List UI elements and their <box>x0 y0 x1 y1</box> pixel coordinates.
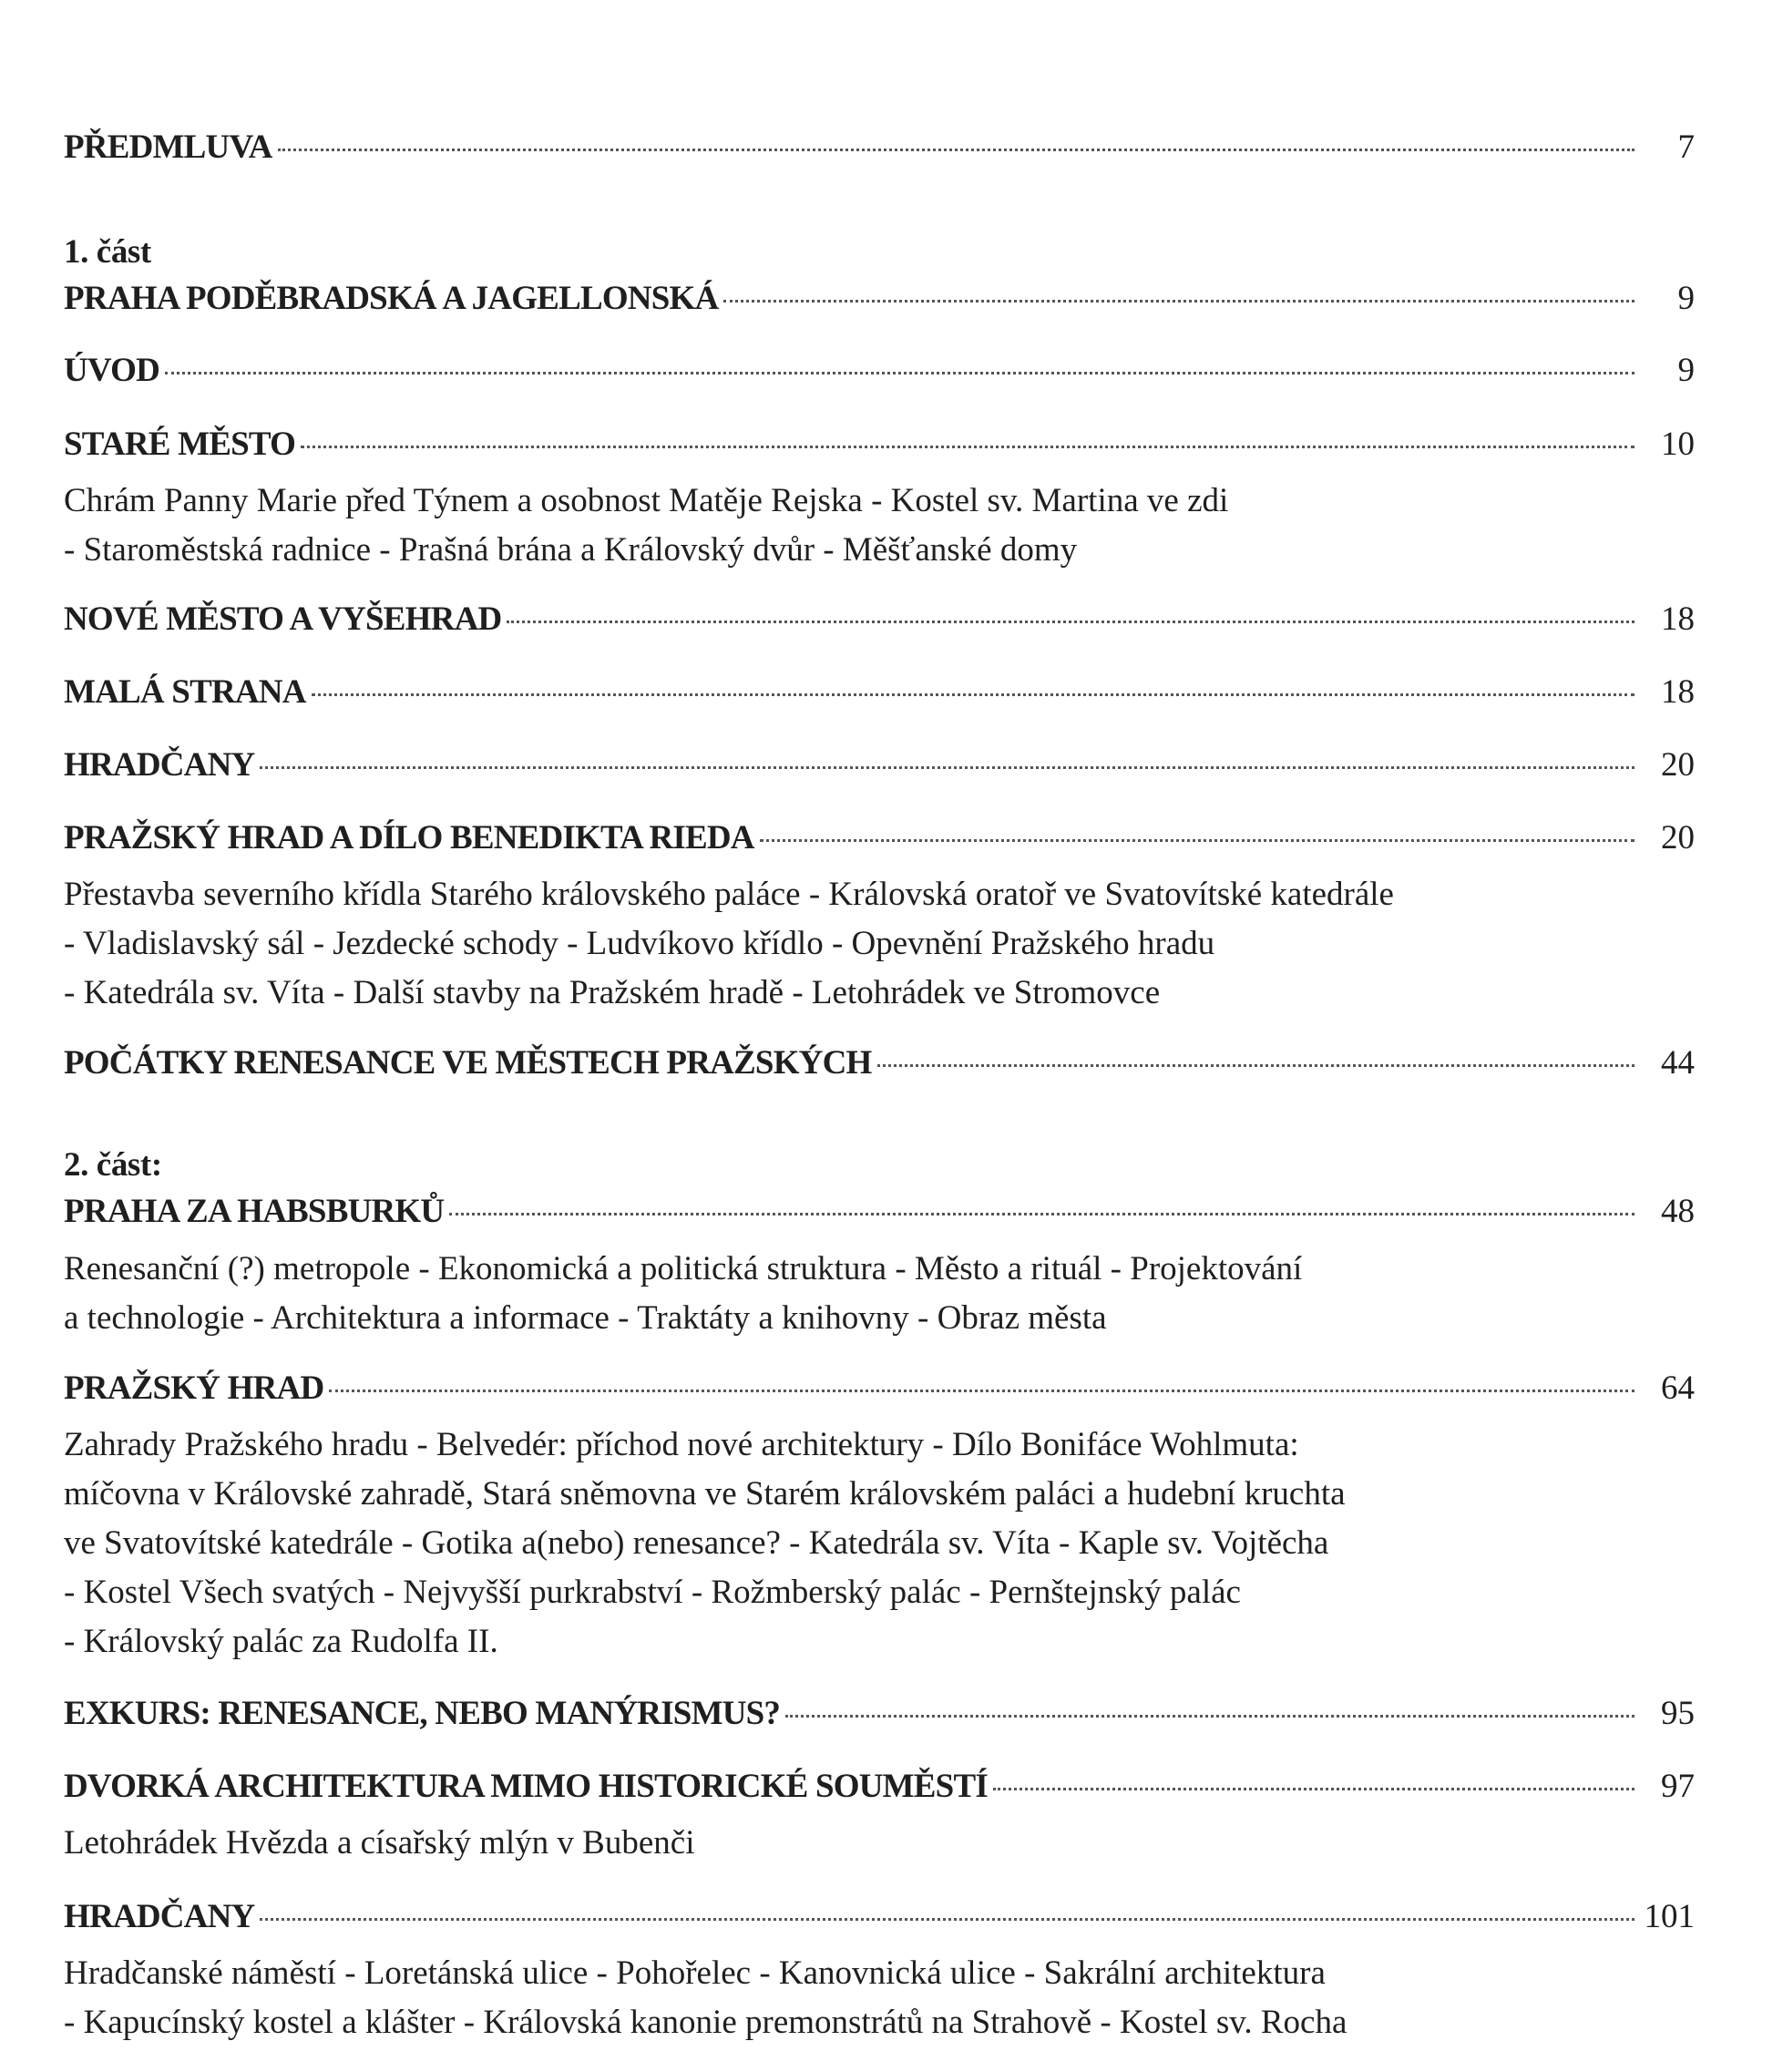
toc-entry-title: PRAŽSKÝ HRAD A DÍLO BENEDIKTA RIEDA <box>64 819 754 856</box>
toc-entry-page: 101 <box>1644 1898 1695 1935</box>
toc-entry-title: STARÉ MĚSTO <box>64 426 296 463</box>
dot-leader <box>785 1715 1634 1718</box>
dot-leader <box>278 149 1634 151</box>
dot-leader <box>165 372 1634 374</box>
toc-entry-praha-za-habsburku[interactable] <box>64 1192 1695 1231</box>
toc-subentry-line: - Vladislavský sál - Jezdecké schody - Ludvíkovo křídlo - Opevnění Pražského hradu <box>64 925 1215 962</box>
toc-entry-title: HRADČANY <box>64 746 255 784</box>
toc-entry-title: PRAŽSKÝ HRAD <box>64 1369 324 1407</box>
toc-subentry-line: - Kapucínský kostel a klášter - Královská kanonie premonstrátů na Strahově - Kostel sv. Rocha <box>64 2004 1347 2041</box>
toc-entry-title: PŘEDMLUVA <box>64 128 272 166</box>
part-1-label: 1. část <box>64 233 151 271</box>
toc-subentry-line: - Kostel Všech svatých - Nejvyšší purkrabství - Rožmberský palác - Pernštejnský palác <box>64 1574 1241 1611</box>
toc-subentry-line: Přestavba severního křídla Starého královského paláce - Královská oratoř ve Svatovítské katedrále <box>64 876 1394 913</box>
toc-subentry-line: ve Svatovítské katedrále - Gotika a(nebo) renesance? - Katedrála sv. Víta - Kaple sv. Vojtěcha <box>64 1524 1329 1562</box>
toc-entry-hradcany-2[interactable] <box>64 1897 1695 1936</box>
dot-leader <box>329 1390 1634 1392</box>
toc-subentry-line: míčovna v Královské zahradě, Stará sněmovna ve Starém královském paláci a hudební kruchta <box>64 1475 1346 1513</box>
toc-entry-title: POČÁTKY RENESANCE VE MĚSTECH PRAŽSKÝCH <box>64 1044 872 1082</box>
dot-leader <box>993 1788 1634 1790</box>
toc-entry-title: PRAHA PODĚBRADSKÁ A JAGELLONSKÁ <box>64 280 719 317</box>
toc-subentries <box>64 1819 1613 1868</box>
toc-entry-mala-strana[interactable] <box>64 672 1695 712</box>
toc-entry-title: PRAHA ZA HABSBURKŮ <box>64 1193 445 1230</box>
dot-leader <box>760 839 1634 842</box>
toc-subentry-line: - Staroměstská radnice - Prašná brána a Královský dvůr - Měšťanské domy <box>64 531 1078 569</box>
dot-leader <box>507 621 1634 623</box>
toc-entry-page: 10 <box>1661 426 1695 463</box>
toc-entry-title: MALÁ STRANA <box>64 673 306 711</box>
dot-leader <box>301 446 1634 448</box>
toc-entry-page: 18 <box>1661 673 1695 711</box>
toc-entry-nove-mesto[interactable] <box>64 600 1695 639</box>
toc-subentry-line: Hradčanské náměstí - Loretánská ulice - Pohořelec - Kanovnická ulice - Sakrální architektura <box>64 1954 1326 1992</box>
toc-entry-page: 64 <box>1661 1369 1695 1407</box>
toc-subentry-line: Zahrady Pražského hradu - Belvedér: příchod nové architektury - Dílo Bonifáce Wohlmuta: <box>64 1426 1299 1463</box>
toc-entry-page: 44 <box>1661 1044 1695 1082</box>
toc-entry-prazsky-hrad-2[interactable] <box>64 1369 1695 1408</box>
toc-entry-title: ÚVOD <box>64 352 159 389</box>
toc-subentries <box>64 1245 1613 1343</box>
toc-entry-title: DVORKÁ ARCHITEKTURA MIMO HISTORICKÉ SOUMĚSTÍ <box>64 1768 988 1805</box>
toc-entry-hradcany-1[interactable] <box>64 745 1695 785</box>
toc-subentry-line: Renesanční (?) metropole - Ekonomická a politická struktura - Město a rituál - Projektování <box>64 1250 1303 1287</box>
toc-subentry-line: Letohrádek Hvězda a císařský mlýn v Bubenči <box>64 1824 695 1862</box>
toc-subentry-line: Chrám Panny Marie před Týnem a osobnost Matěje Rejska - Kostel sv. Martina ve zdi <box>64 482 1229 519</box>
toc-entry-page: 95 <box>1661 1695 1695 1732</box>
toc-entry-page: 97 <box>1661 1768 1695 1805</box>
toc-subentries <box>64 870 1613 1018</box>
toc-entry-exkurs[interactable] <box>64 1694 1695 1733</box>
toc-entry-predmluva[interactable] <box>64 128 1695 167</box>
toc-entry-title: NOVÉ MĚSTO A VYŠEHRAD <box>64 600 502 638</box>
toc-entry-stare-mesto[interactable] <box>64 425 1695 464</box>
toc-entry-part1-title[interactable] <box>64 279 1695 318</box>
dot-leader <box>260 766 1634 769</box>
dot-leader <box>723 300 1634 303</box>
toc-entry-page: 7 <box>1677 128 1695 166</box>
part-2-label: 2. část: <box>64 1146 162 1184</box>
toc-subentry-line: a technologie - Architektura a informace - Traktáty a knihovny - Obraz města <box>64 1299 1107 1337</box>
toc-subentry-line: - Katedrála sv. Víta - Další stavby na Pražském hradě - Letohrádek ve Stromovce <box>64 974 1161 1011</box>
toc-entry-page: 18 <box>1661 600 1695 638</box>
dot-leader <box>877 1064 1634 1067</box>
dot-leader <box>449 1213 1634 1216</box>
toc-entry-prazsky-hrad-rieda[interactable] <box>64 818 1695 857</box>
toc-entry-dvorka-architektura[interactable] <box>64 1767 1695 1806</box>
dot-leader <box>312 693 1634 696</box>
toc-entry-uvod[interactable] <box>64 351 1695 390</box>
toc-entry-title: HRADČANY <box>64 1898 255 1935</box>
toc-entry-page: 48 <box>1661 1193 1695 1230</box>
toc-entry-page: 20 <box>1661 746 1695 784</box>
toc-subentries <box>64 477 1613 575</box>
toc-subentries <box>64 1949 1613 2047</box>
toc-entry-page: 20 <box>1661 819 1695 856</box>
toc-entry-pocatky-renesance[interactable] <box>64 1043 1695 1082</box>
toc-subentries <box>64 1421 1613 1667</box>
toc-subentry-line: - Královský palác za Rudolfa II. <box>64 1623 498 1660</box>
toc-entry-page: 9 <box>1677 280 1695 317</box>
toc-entry-page: 9 <box>1677 352 1695 389</box>
dot-leader <box>260 1918 1634 1921</box>
toc-entry-title: EXKURS: RENESANCE, NEBO MANÝRISMUS? <box>64 1695 781 1732</box>
